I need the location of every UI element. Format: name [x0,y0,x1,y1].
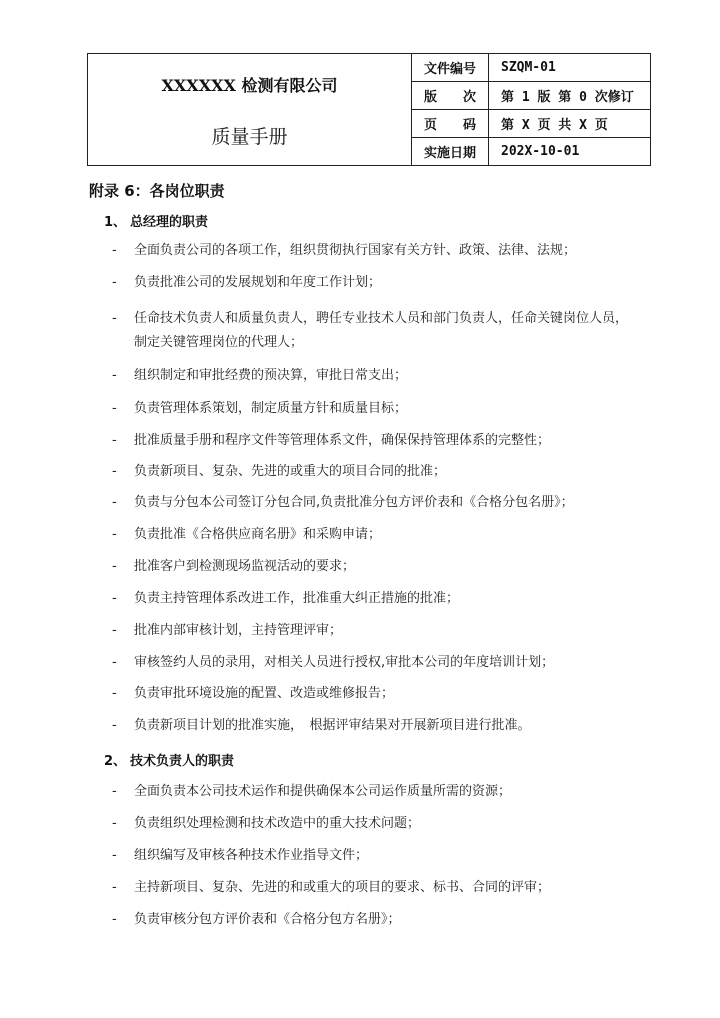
bullet-dash: - [112,784,117,799]
bullet-dash: - [112,464,117,479]
appendix-title: 附录 6：各岗位职责 [89,182,225,200]
bullet-dash: - [112,275,117,290]
list-item: - 负责组织处理检测和技术改造中的重大技术问题； [112,812,632,836]
section-heading-2 [104,750,234,769]
doc-number-label: 文件编号 [412,54,489,82]
list-item: - 负责批准《合格供应商名册》和采购申请； [112,523,632,547]
list-item: - 审核签约人员的录用，对相关人员进行授权,审批本公司的年度培训计划； [112,651,632,675]
page-value: 第 X 页 共 X 页 [489,110,651,138]
section-heading-1 [104,211,208,230]
bullet-dash: - [112,495,117,510]
bullet-dash: - [112,880,117,895]
company-name: XXXXXX 检测有限公司 [161,75,338,95]
page-label: 页 码 [412,110,489,138]
bullet-dash: - [112,243,117,258]
document-header-table [87,53,651,166]
list-item: - 批准质量手册和程序文件等管理体系文件，确保保持管理体系的完整性； [112,429,632,453]
section-title: 总经理的职责 [130,215,209,230]
list-item: - 任命技术负责人和质量负责人，聘任专业技术人员和部门负责人，任命关键岗位人员，制定关键管理岗位的代理人； [112,307,632,355]
list-item: - 负责新项目计划的批准实施， 根据评审结果对开展新项目进行批准。 [112,714,632,738]
section-number: 1、 [104,215,127,230]
bullet-dash: - [112,655,117,670]
edition-value: 第 1 版 第 0 次修订 [489,82,651,110]
list-item: - 负责审核分包方评价表和《合格分包方名册》； [112,908,632,932]
bullet-dash: - [112,591,117,606]
list-item: - 批准客户到检测现场监视活动的要求； [112,555,632,579]
bullet-dash: - [112,686,117,701]
bullet-dash: - [112,311,117,326]
manual-name: 质量手册 [211,125,288,148]
list-item: - 负责与分包本公司签订分包合同,负责批准分包方评价表和《合格分包名册》； [112,491,632,515]
doc-number-value: SZQM-01 [489,54,651,82]
bullet-dash: - [112,912,117,927]
list-item: - 负责批准公司的发展规划和年度工作计划； [112,271,632,295]
list-item: - 负责新项目、复杂、先进的或重大的项目合同的批准； [112,460,632,484]
bullet-dash: - [112,718,117,733]
bullet-dash: - [112,401,117,416]
list-item: - 负责主持管理体系改进工作，批准重大纠正措施的批准； [112,587,632,611]
list-item: - 组织编写及审核各种技术作业指导文件； [112,844,632,868]
bullet-dash: - [112,559,117,574]
list-item: - 全面负责本公司技术运作和提供确保本公司运作质量所需的资源； [112,780,632,804]
bullet-dash: - [112,816,117,831]
bullet-dash: - [112,623,117,638]
edition-label: 版 次 [412,82,489,110]
list-item: - 组织制定和审批经费的预决算，审批日常支出； [112,364,632,388]
bullet-dash: - [112,433,117,448]
bullet-dash: - [112,527,117,542]
list-item: - 负责管理体系策划，制定质量方针和质量目标； [112,397,632,421]
list-item: - 主持新项目、复杂、先进的和或重大的项目的要求、标书、合同的评审； [112,876,632,900]
effective-date-value: 202X-10-01 [489,138,651,166]
section-number: 2、 [104,754,127,769]
section-title: 技术负责人的职责 [130,754,235,769]
header-title-cell [88,54,412,166]
bullet-dash: - [112,368,117,383]
effective-date-label: 实施日期 [412,138,489,166]
list-item: - 负责审批环境设施的配置、改造或维修报告； [112,682,632,706]
bullet-dash: - [112,848,117,863]
list-item: - 批准内部审核计划，主持管理评审； [112,619,632,643]
list-item: - 全面负责公司的各项工作，组织贯彻执行国家有关方针、政策、法律、法规； [112,239,632,263]
